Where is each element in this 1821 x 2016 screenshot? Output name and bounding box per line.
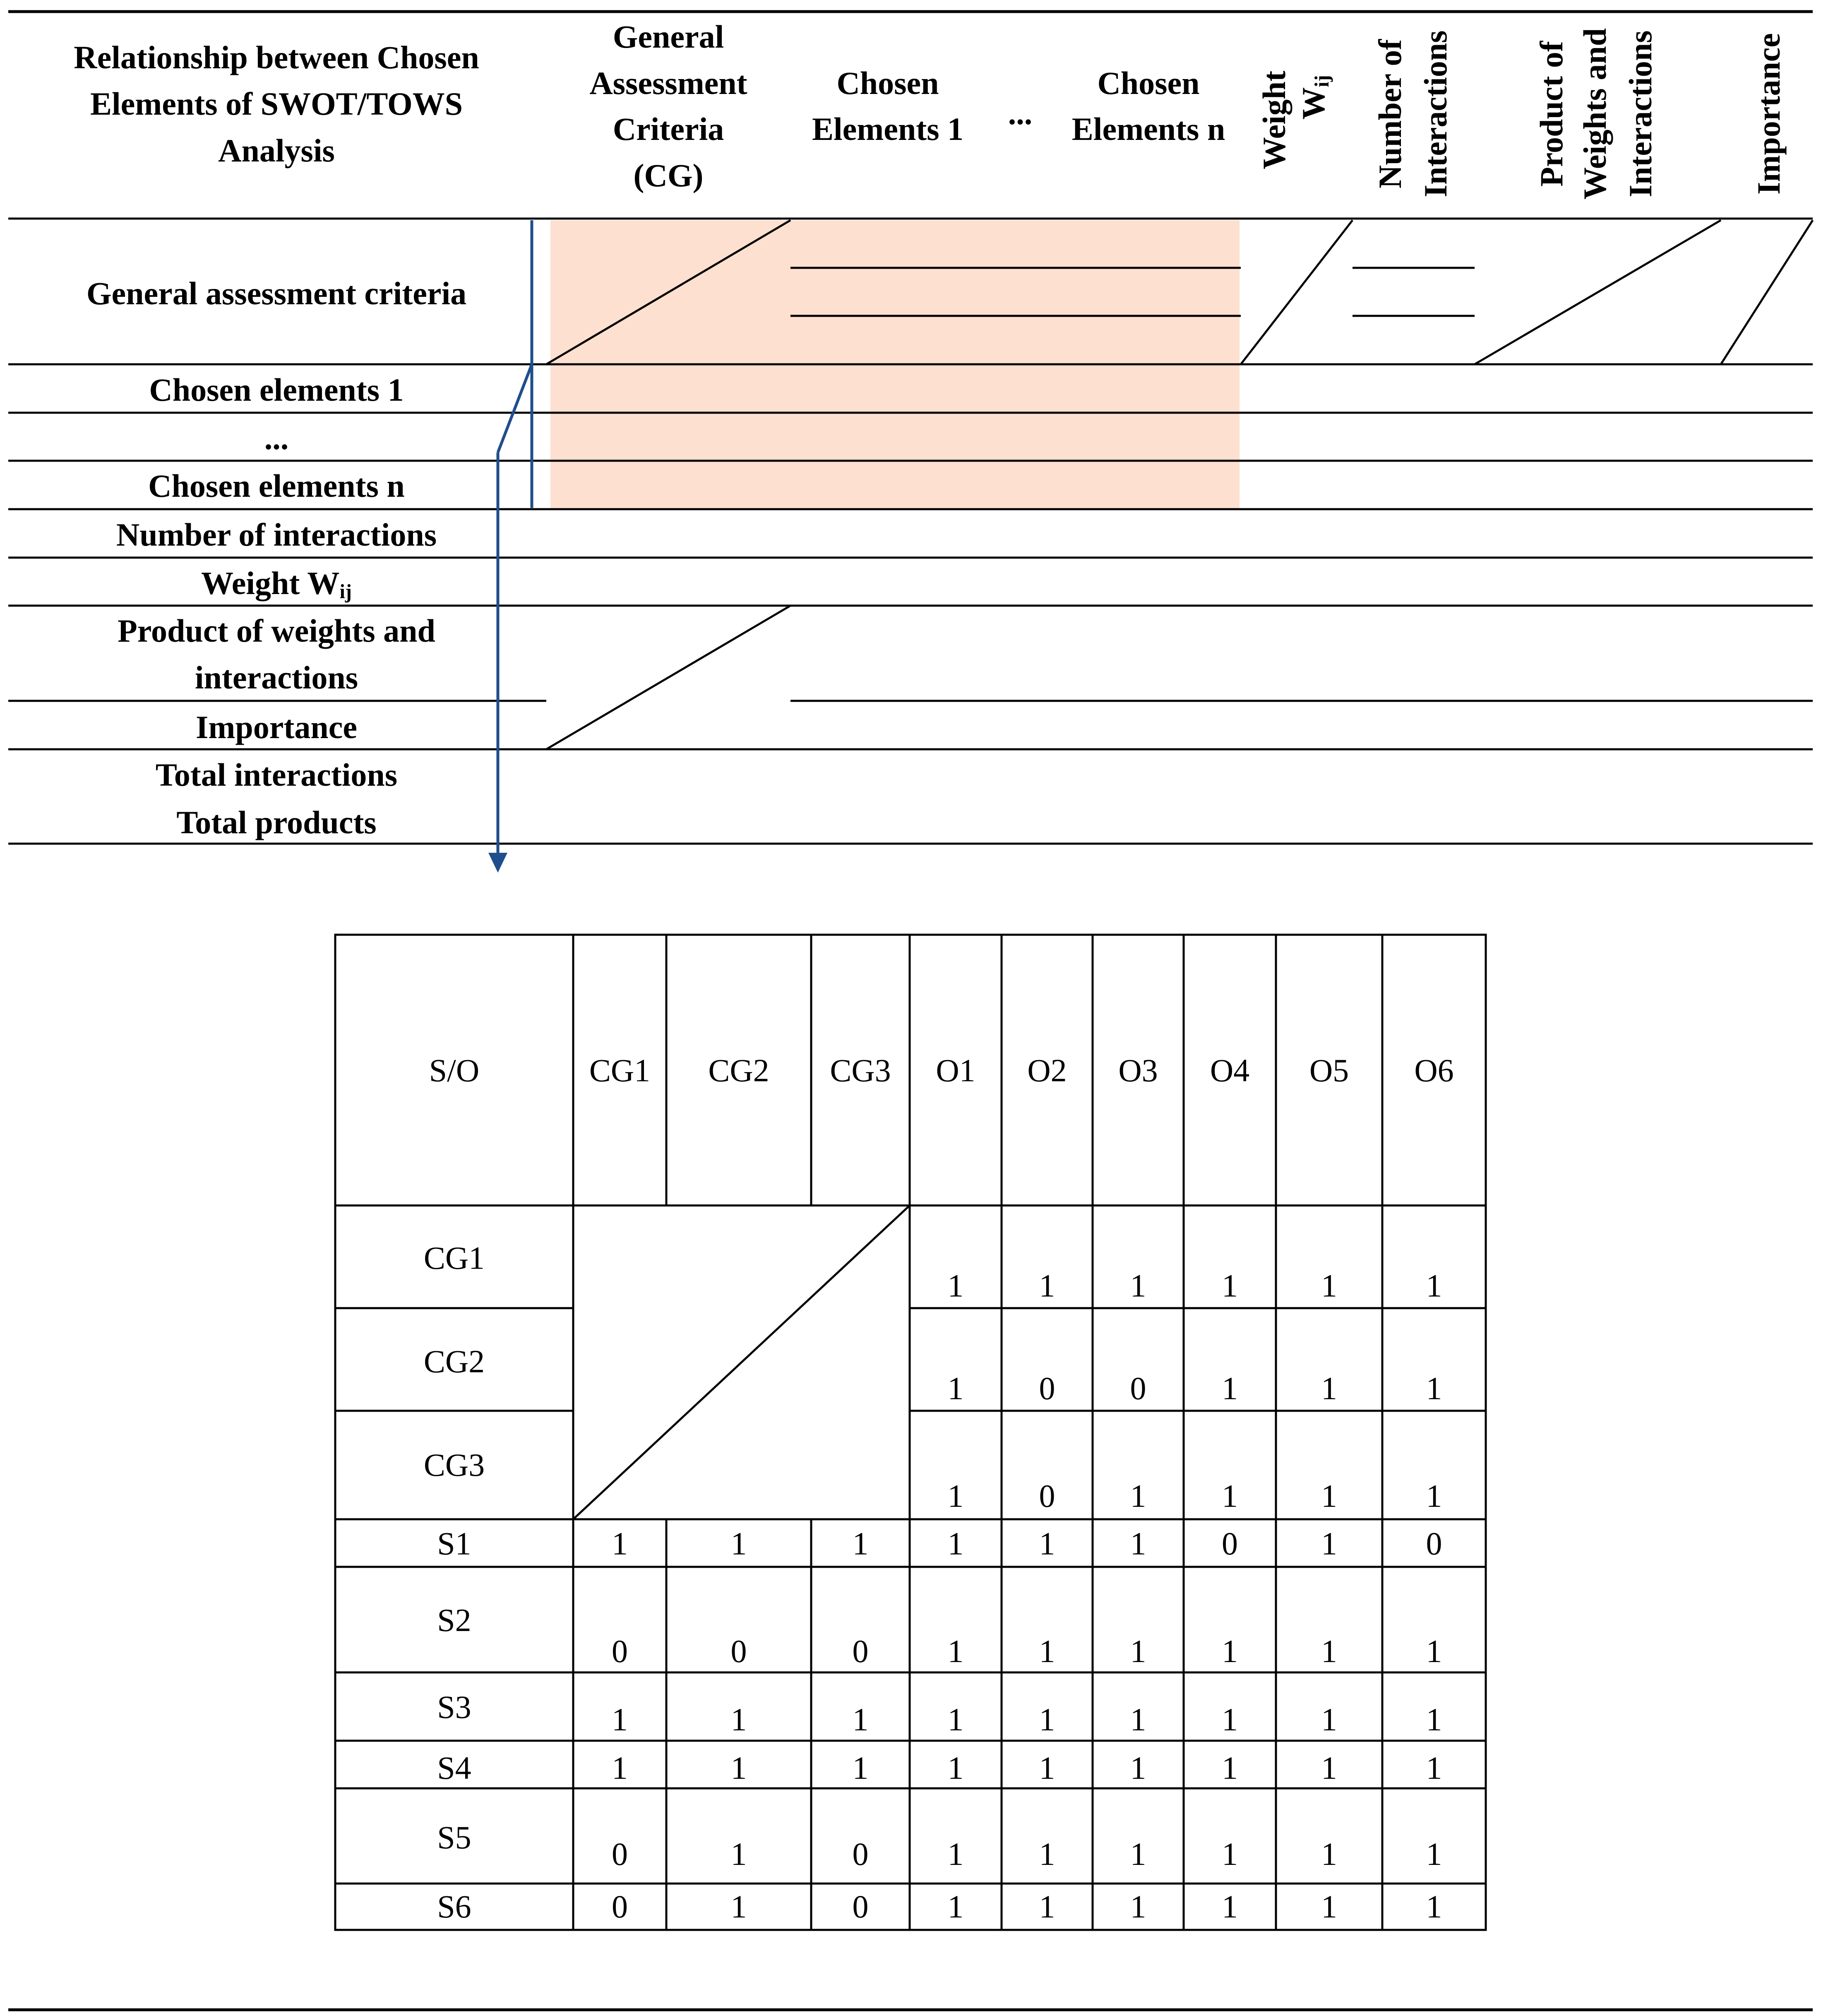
diagonal-product xyxy=(1475,220,1721,364)
matrix-cell: 1 xyxy=(947,1268,964,1304)
matrix-cell: 1 xyxy=(1039,1633,1055,1669)
weight-label-subscript: ij xyxy=(339,581,352,603)
matrix-column-header: O6 xyxy=(1414,1052,1454,1088)
row-label: ... xyxy=(264,420,289,456)
matrix-cell: 1 xyxy=(1130,1525,1146,1561)
matrix-cell: 0 xyxy=(852,1888,869,1925)
header-row-label-line: Analysis xyxy=(218,132,335,168)
matrix-cell: 1 xyxy=(1130,1701,1146,1737)
matrix-cell: 0 xyxy=(1039,1478,1055,1514)
arrow-head xyxy=(488,853,507,873)
matrix-cell: 1 xyxy=(1039,1701,1055,1737)
matrix-cell: 1 xyxy=(947,1633,964,1669)
matrix-cell: 1 xyxy=(1321,1478,1337,1514)
arrow-bracket-slant xyxy=(498,364,532,452)
row-label: Total interactions xyxy=(155,757,398,793)
matrix-cell: 0 xyxy=(612,1633,628,1669)
matrix-corner: S/O xyxy=(429,1052,480,1088)
header-weight-line: Weight xyxy=(1256,70,1292,170)
header-general-criteria-line: (CG) xyxy=(633,157,704,193)
matrix-cell: 1 xyxy=(1222,1268,1238,1304)
diagonal-weight xyxy=(1241,220,1353,364)
matrix-cell: 1 xyxy=(1130,1633,1146,1669)
matrix-column-header: CG2 xyxy=(708,1052,769,1088)
matrix-cell: 1 xyxy=(1039,1525,1055,1561)
matrix-cell: 1 xyxy=(947,1888,964,1925)
matrix-cell: 1 xyxy=(1039,1836,1055,1872)
matrix-cell: 1 xyxy=(852,1750,869,1786)
matrix-cell: 1 xyxy=(1321,1370,1337,1406)
matrix-cell: 1 xyxy=(1222,1750,1238,1786)
matrix-cell: 1 xyxy=(1321,1888,1337,1925)
weight-label-subscript: ij xyxy=(1311,75,1333,87)
weight-label-main: Weight W xyxy=(201,565,340,601)
matrix-cell: 1 xyxy=(1426,1836,1442,1872)
row-label: Importance xyxy=(196,709,357,745)
matrix-cell: 1 xyxy=(852,1701,869,1737)
matrix-column-header: O5 xyxy=(1309,1052,1349,1088)
row-label: Product of weights and xyxy=(118,613,435,649)
matrix-column-header: O1 xyxy=(936,1052,975,1088)
matrix-cell: 1 xyxy=(1130,1888,1146,1925)
matrix-row-label: S4 xyxy=(437,1750,471,1786)
matrix-cell: 1 xyxy=(1426,1370,1442,1406)
matrix-cell: 1 xyxy=(612,1750,628,1786)
matrix-cell: 1 xyxy=(1426,1268,1442,1304)
row-label-weight xyxy=(201,565,352,603)
matrix-cell: 1 xyxy=(730,1888,747,1925)
matrix-cell: 1 xyxy=(947,1750,964,1786)
matrix-cell: 1 xyxy=(1222,1633,1238,1669)
header-product-line: Product of xyxy=(1533,41,1569,187)
header-general-criteria-line: General xyxy=(613,19,724,55)
matrix-row-label: S2 xyxy=(437,1602,471,1638)
matrix-cell: 1 xyxy=(947,1370,964,1406)
matrix-column-header: O2 xyxy=(1027,1052,1067,1088)
matrix-cell: 1 xyxy=(1321,1750,1337,1786)
matrix-cell: 1 xyxy=(1039,1268,1055,1304)
matrix-cell: 1 xyxy=(1321,1268,1337,1304)
matrix-cell: 1 xyxy=(730,1836,747,1872)
matrix-row-label: CG2 xyxy=(423,1343,485,1379)
header-weight-line xyxy=(1295,75,1333,120)
matrix-cell: 0 xyxy=(1222,1525,1238,1561)
matrix-cell: 1 xyxy=(1426,1888,1442,1925)
row-label: interactions xyxy=(195,659,358,695)
matrix-row-label: S3 xyxy=(437,1689,471,1725)
matrix-row-label: CG3 xyxy=(423,1447,485,1483)
matrix-cell: 1 xyxy=(1222,1701,1238,1737)
matrix-cell: 1 xyxy=(730,1750,747,1786)
matrix-cell: 1 xyxy=(1222,1478,1238,1514)
row-label: General assessment criteria xyxy=(86,275,467,311)
matrix-cell: 0 xyxy=(730,1633,747,1669)
matrix-cell: 1 xyxy=(1222,1888,1238,1925)
matrix-row-label: S6 xyxy=(437,1888,471,1925)
matrix-cell: 1 xyxy=(1321,1836,1337,1872)
matrix-cell: 1 xyxy=(1321,1525,1337,1561)
matrix-column-header: CG1 xyxy=(589,1052,651,1088)
matrix-cell: 1 xyxy=(947,1478,964,1514)
matrix-cell: 1 xyxy=(730,1525,747,1561)
weight-label-main: W xyxy=(1295,87,1331,120)
header-ellipsis: ... xyxy=(1008,95,1033,131)
matrix-cell: 1 xyxy=(1130,1750,1146,1786)
matrix-column-header: O4 xyxy=(1210,1052,1250,1088)
header-product-line: Interactions xyxy=(1622,30,1658,197)
matrix-cell: 1 xyxy=(1130,1268,1146,1304)
matrix-column-header: O3 xyxy=(1118,1052,1158,1088)
row-label: Chosen elements 1 xyxy=(149,372,404,408)
header-interactions-line: Number of xyxy=(1372,39,1408,189)
matrix-cell: 1 xyxy=(1426,1750,1442,1786)
header-chosen-n-line: Elements n xyxy=(1071,111,1225,147)
row-label: Total products xyxy=(176,804,377,840)
header-general-criteria-line: Assessment xyxy=(589,65,747,101)
diagonal-importance xyxy=(1721,220,1813,364)
matrix-cell: 1 xyxy=(1039,1888,1055,1925)
matrix-cell: 0 xyxy=(612,1836,628,1872)
matrix-cell: 0 xyxy=(1130,1370,1146,1406)
matrix-column-header: CG3 xyxy=(830,1052,891,1088)
matrix-cell: 0 xyxy=(852,1836,869,1872)
matrix-cell: 0 xyxy=(852,1633,869,1669)
row-label: Number of interactions xyxy=(116,517,437,553)
header-product-line: Weights and xyxy=(1577,28,1613,200)
matrix-cell: 1 xyxy=(852,1525,869,1561)
header-row-label-line: Relationship between Chosen xyxy=(74,39,479,75)
header-importance-line: Importance xyxy=(1751,33,1787,195)
diagonal-product-row xyxy=(546,606,790,749)
matrix-row-label: S1 xyxy=(437,1525,471,1561)
header-chosen-1-line: Chosen xyxy=(836,65,939,101)
matrix-cell: 1 xyxy=(612,1525,628,1561)
header-chosen-1-line: Elements 1 xyxy=(812,111,964,147)
matrix-diagonal xyxy=(573,1205,910,1519)
matrix-row-label: CG1 xyxy=(423,1240,485,1276)
matrix-cell: 1 xyxy=(947,1836,964,1872)
matrix-cell: 1 xyxy=(947,1701,964,1737)
header-general-criteria-line: Criteria xyxy=(613,111,724,147)
matrix-cell: 1 xyxy=(1426,1633,1442,1669)
header-chosen-n-line: Chosen xyxy=(1097,65,1200,101)
matrix-cell: 1 xyxy=(1426,1701,1442,1737)
matrix-cell: 0 xyxy=(612,1888,628,1925)
row-label: Chosen elements n xyxy=(148,468,405,504)
matrix-cell: 0 xyxy=(1039,1370,1055,1406)
header-interactions-line: Interactions xyxy=(1417,30,1453,197)
matrix-cell: 1 xyxy=(730,1701,747,1737)
matrix-cell: 1 xyxy=(1321,1633,1337,1669)
matrix-cell: 0 xyxy=(1426,1525,1442,1561)
matrix-cell: 1 xyxy=(1426,1478,1442,1514)
matrix-cell: 1 xyxy=(1039,1750,1055,1786)
matrix-cell: 1 xyxy=(1222,1370,1238,1406)
matrix-cell: 1 xyxy=(947,1525,964,1561)
matrix-row-label: S5 xyxy=(437,1819,471,1855)
matrix-cell: 1 xyxy=(1321,1701,1337,1737)
matrix-cell: 1 xyxy=(1130,1478,1146,1514)
matrix-cell: 1 xyxy=(1222,1836,1238,1872)
matrix-cell: 1 xyxy=(1130,1836,1146,1872)
header-row-label-line: Elements of SWOT/TOWS xyxy=(90,86,463,122)
matrix-cell: 1 xyxy=(612,1701,628,1737)
